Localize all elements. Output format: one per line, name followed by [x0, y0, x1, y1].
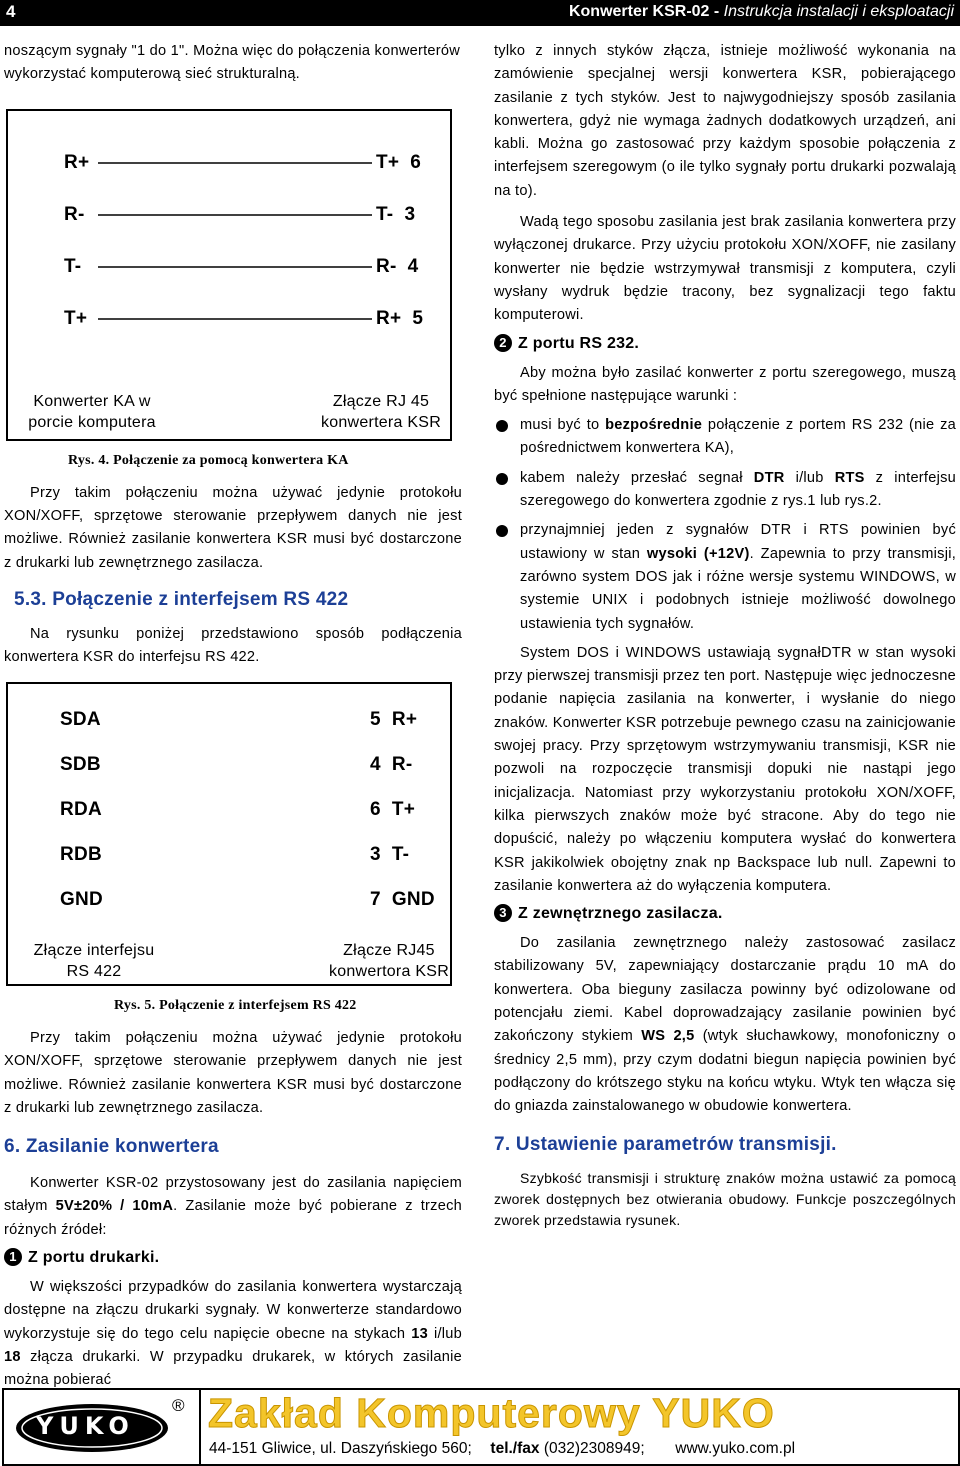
fig5-left-pin: SDA: [60, 708, 101, 730]
list-item-text: [520, 414, 956, 461]
fig4-left-caption: Konwerter KA w porcie komputera: [28, 392, 156, 431]
list-item-text: [520, 519, 956, 635]
document-subtitle: Instrukcja instalacji i eksploatacji: [723, 3, 954, 20]
bullet-icon: [496, 473, 508, 485]
fig5-right-pin: 6 T+: [370, 798, 416, 820]
fig5-left-pin: GND: [60, 888, 103, 910]
fig5-left-pin: SDB: [60, 753, 101, 775]
fig4-right-pin: R- 4: [376, 255, 419, 277]
text: i/lub: [784, 469, 835, 486]
bullet-icon: [496, 420, 508, 432]
emphasis: WS 2,5: [641, 1028, 695, 1045]
list-item: [494, 467, 956, 514]
company-address: [209, 1440, 795, 1458]
fig5-right-pin: 4 R-: [370, 753, 413, 775]
paragraph: [4, 1276, 462, 1392]
number-3-icon: 3: [494, 904, 512, 922]
title-separator: -: [709, 3, 724, 20]
fig5-right-pin: 3 T-: [370, 843, 410, 865]
paragraph: Szybkość transmisji i strukturę znaków można ustawić za pomocą zworek dostępnych bez otwierania obudowy. Funkcje poszczególnych zworek przedstawia rysunek.: [494, 1170, 956, 1229]
page-number: 4: [6, 2, 16, 21]
fig5-left-caption: Złącze interfejsu RS 422: [33, 941, 155, 980]
voltage-spec: 5V±20% / 10mA: [55, 1198, 174, 1215]
fig5-left-pin: RDA: [60, 798, 102, 820]
text: W większości przypadków do zasilania konwertera wystarczają dostępne na złączu drukarki sygnały. W konwerterze standardowo wykorzystuje się do tego celu napięcie obecne na stykach: [4, 1279, 462, 1342]
fig4-right-pin: T+ 6: [376, 151, 422, 173]
intro-paragraph: noszącym sygnały "1 do 1". Można więc do połączenia konwerterów wykorzystać komputerową sieć strukturalną.: [4, 43, 461, 83]
product-name: Konwerter KSR-02: [568, 3, 710, 20]
fig5-right-pin: 7 GND: [370, 888, 435, 910]
logo-text: YUKO: [36, 1412, 135, 1440]
source-1-heading: [4, 1246, 462, 1270]
source-1-title: Z portu drukarki.: [28, 1249, 160, 1267]
source-3-title: Z zewnętrznego zasilacza.: [518, 905, 723, 923]
paragraph: Wadą tego sposobu zasilania jest brak zasilania konwertera przy wyłączonej drukarce. Przy użyciu protokołu XON/XOFF, nie zasilany konwerter nie będzie wstrzymywał transmisji z komputera, czyli wysłany wydruk będzie tracony, bez sygnalizacji tego faktu komputerowi.: [494, 214, 956, 324]
company-name: Zakład Komputerowy YUKO: [208, 1390, 775, 1436]
list-item-text: [520, 467, 956, 514]
text: Do zasilania zewnętrznego należy zastosować zasilacz stabilizowany 5V, zapewniający dostarczanie prądu 10 mA do konwertera. Oba bieguny zasilacza powinny być odizolowane od potencjału ziemi. Kabel doprowadzający zasilanie powinien być zakończony stykiem: [494, 935, 956, 1045]
section-heading-6: 6. Zasilanie konwertera: [4, 1136, 219, 1158]
text: złącza drukarki. W przypadku drukarek, w których zasilanie można pobierać: [4, 1348, 462, 1389]
fig4-right-pin: R+ 5: [376, 307, 424, 329]
number-2-icon: 2: [494, 334, 512, 352]
fig5-right-pin: 5 R+: [370, 708, 418, 730]
text: . Zapewnia to przy transmisji, zarówno system DOS jak i różne wersje systemu WINDOWS, w systemie UNIX i podobnych istnieje możliwość dowolnego ustawienia tych sygnałów.: [520, 545, 956, 632]
paragraph: [494, 932, 956, 1118]
text: kabem należy przesłać segnał: [520, 469, 754, 486]
source-3-heading: [494, 902, 956, 926]
address-text: 44-151 Gliwice, ul. Daszyńskiego 560;: [209, 1440, 472, 1457]
paragraph: Na rysunku poniżej przedstawiono sposób podłączenia konwertera KSR do interfejsu RS 422.: [4, 626, 462, 666]
list-item: [494, 414, 956, 461]
fig4-right-pin: T- 3: [376, 203, 416, 225]
number-1-icon: 1: [4, 1248, 22, 1266]
paragraph: tylko z innych styków złącza, istnieje możliwość wykonania na zamówienie specjalnej wersji konwertera KSR, pobierającego zasilanie z tych styków. Jest to najwygodniejszy sposób zasilania konwertera, gdyż nie wymaga żadnych dodatkowych urządzeń, ani kabli. Można go zastosować przy każdym sposobie połączenia z interfejsem szeregowym (o ile tylko sygnały portu drukarki pozwalają na to).: [494, 43, 956, 199]
paragraph: System DOS i WINDOWS ustawiają sygnałDTR w stan wysoki przy pierwszej transmisji przez ten port. Następuje więc jednoczesne podanie napięcia zasilania na konwerter, i wysłanie do niego znaków. Konwerter KSR potrzebuje pewnego czasu na zainicjowanie swojej pracy. Przy sprzętowym wstrzymywaniu transmisji, KSR nie pozwoli na rozpoczęcie transmisji dopuki nie nastąpi jego inicjalizacja. Natomiast przy wykorzystaniu protokołu XON/XOFF, kilka pierwszych znaków może być stracone. Aby do tego nie dopuścić, należy po włączeniu komputera wysłać do konwertera KSR jakikolwiek obojętny znak np Backspace lub null. Zapewni to zasilanie konwertera aż do wyłączenia komputera.: [494, 644, 956, 894]
bullet-icon: [496, 525, 508, 537]
text: i/lub: [428, 1325, 462, 1342]
fig4-left-pin: R-: [64, 203, 85, 225]
right-column: [494, 40, 956, 1231]
emphasis: DTR: [753, 469, 785, 486]
fig4-left-pin: R+: [64, 151, 90, 173]
text: (wtyk słuchawkowy, monofoniczny o średnicy 2,5 mm), przy czym dodatni biegun napięcia powinien być podłączony do krótszego styku na końcu wtyku. Wtyk ten włącza się do gniazda zainstalowanego w obudowie konwertera.: [494, 1028, 956, 1115]
text: musi być to: [520, 417, 606, 434]
phone-number: (032)2308949;: [539, 1440, 645, 1457]
fig5-left-pin: RDB: [60, 843, 102, 865]
fig4-left-pin: T+: [64, 307, 88, 329]
document-title: [569, 3, 954, 21]
left-column: [4, 40, 462, 1393]
footer-divider: [199, 1390, 201, 1464]
yuko-logo: [14, 1398, 190, 1454]
fig4-right-caption: Złącze RJ 45 konwertera KSR: [321, 392, 441, 431]
paragraph: Przy takim połączeniu można używać jedynie protokołu XON/XOFF, sprzętowe sterowanie przepływem danych nie jest możliwe. Również zasilanie konwertera KSR musi być dostarczone z drukarki lub zewnętrznego zasilacza.: [4, 1029, 462, 1116]
text: połączenie z portem RS 232 (nie za pośrednictwem konwertera KA),: [520, 417, 956, 457]
figure-5-caption: Rys. 5. Połączenie z interfejsem RS 422: [114, 997, 357, 1013]
text: Konwerter KSR-02 przystosowany jest do zasilania napięciem stałym: [4, 1175, 462, 1215]
pin-number: 18: [4, 1348, 21, 1365]
page-footer: [2, 1388, 960, 1466]
fig4-left-pin: T-: [64, 255, 82, 277]
source-2-title: Z portu RS 232.: [518, 334, 640, 352]
paragraph: [4, 1172, 462, 1242]
paragraph: Przy takim połączeniu można używać jedynie protokołu XON/XOFF, sprzętowe sterowanie przepływem danych nie jest możliwe. Również zasilanie konwertera KSR musi być dostarczone z drukarki lub zewnętrznego zasilacza.: [4, 484, 462, 571]
emphasis: bezpośrednie: [605, 417, 703, 434]
pin-number: 13: [411, 1325, 428, 1342]
figure-4-diagram: [6, 109, 452, 441]
section-heading-7: 7. Ustawienie parametrów transmisji.: [494, 1134, 837, 1156]
registered-mark: ®: [172, 1396, 185, 1415]
figure-4-caption: Rys. 4. Połączenie za pomocą konwertera KA: [68, 452, 349, 468]
source-2-heading: [494, 332, 956, 356]
text: . Zasilanie może być pobierane z trzech różnych źródeł:: [4, 1198, 462, 1238]
phone-label: tel./fax: [490, 1440, 540, 1457]
fig4-wires: [8, 111, 450, 439]
website-link[interactable]: www.yuko.com.pl: [675, 1440, 796, 1457]
list-item: [494, 519, 956, 635]
text: przynajmniej jeden z sygnałów DTR i RTS powinien być ustawiony w stan: [520, 522, 956, 562]
emphasis: wysoki (+12V): [646, 545, 750, 562]
paragraph: Aby można było zasilać konwerter z portu szeregowego, muszą być spełnione następujące warunki :: [494, 364, 956, 404]
page-header: [0, 0, 960, 26]
fig5-right-caption: Złącze RJ45 konwertora KSR: [329, 941, 449, 980]
emphasis: RTS: [834, 469, 865, 486]
section-heading-5-3: 5.3. Połączenie z interfejsem RS 422: [14, 589, 349, 611]
figure-5-diagram: [6, 682, 452, 986]
text: z interfejsu szeregowego do konwertera zgodnie z rys.1 lub rys.2.: [520, 469, 956, 510]
